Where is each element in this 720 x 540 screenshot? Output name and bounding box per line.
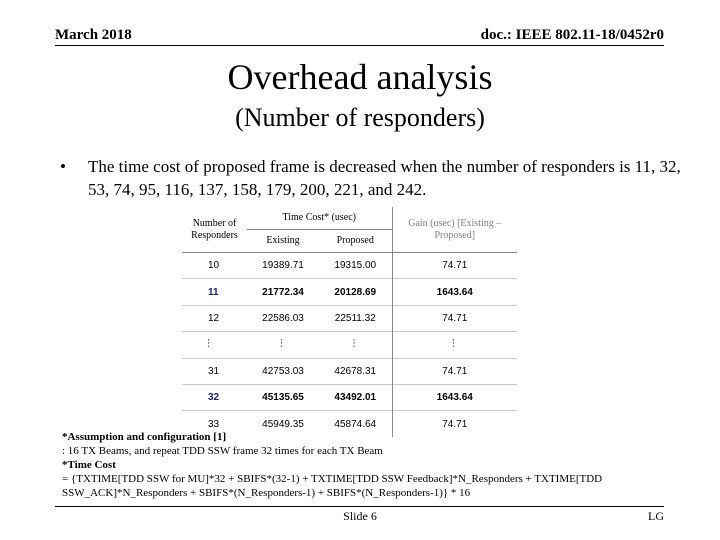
assumption-text: : 16 TX Beams, and repeat TDD SSW frame 32 times for each TX Beam [62,445,383,457]
cell-proposed: 45874.64 [319,411,392,437]
cell-proposed: 42678.31 [319,358,392,384]
table-row [182,305,517,331]
cell-gain: 1643.64 [392,384,517,410]
cell-responders: 32 [182,384,247,410]
assumption-title: *Assumption and configuration [1] [62,431,227,443]
cell-existing: 19389.71 [247,253,319,279]
table-row [182,384,517,410]
cell-responders: 33 [182,411,247,437]
overhead-table [182,207,517,437]
col-header-proposed: Proposed [336,235,374,246]
cell-existing: 45949.35 [247,411,319,437]
ellipsis-existing: … [278,338,289,349]
table-row [182,253,517,279]
slide-number: Slide 6 [343,509,377,523]
footer-rule [55,506,664,507]
cell-existing: 45135.65 [247,384,319,410]
bullet-icon: • [60,157,66,176]
ellipsis-proposed: … [350,338,362,349]
slide-title: Overhead analysis [227,57,493,97]
cell-gain: 1643.64 [392,279,517,305]
cell-existing: 42753.03 [247,358,319,384]
cell-responders: 11 [182,279,247,305]
table-row [182,279,517,305]
col-header-gain: Gain (usec) [Existing – Proposed] [392,207,517,253]
slide-subtitle: (Number of responders) [235,103,485,132]
footer-author: LG [648,509,664,523]
cell-responders: 10 [182,253,247,279]
cell-proposed: 19315.00 [319,253,392,279]
cell-proposed: 20128.69 [319,279,392,305]
ellipsis-gain: … [449,338,461,349]
cell-gain: 74.71 [392,358,517,384]
table-row-ellipsis [182,332,517,358]
col-header-responders: Number of Responders [191,217,238,241]
header-date: March 2018 [55,27,132,43]
cell-gain: 74.71 [392,305,517,331]
col-header-timecost: Time Cost* (usec) [247,207,392,230]
cell-gain: 74.71 [392,253,517,279]
header-doc-id: doc.: IEEE 802.11-18/0452r0 [480,27,664,43]
bullet-text: The time cost of proposed frame is decreased when the number of responders is 11, 32, 53, 74, 95, 116, 137, 158, 179, 200, 221, and 242. [88,157,681,199]
cell-gain: 74.71 [392,411,517,437]
cell-proposed: 22511.32 [319,305,392,331]
header-rule [55,45,664,46]
cell-existing: 21772.34 [247,279,319,305]
timecost-formula: = {TXTIME[TDD SSW for MU]*32 + SBIFS*(32-1) + TXTIME[TDD SSW Feedback]*N_Responders + TXTIME[TDD SSW_ACK]*N_Responders + SBIFS*(N_Responders-1) + SBIFS*(N_Responders-1)} * 16 [62,473,603,499]
col-header-existing: Existing [266,235,300,246]
cell-responders: 31 [182,358,247,384]
cell-existing: 22586.03 [247,305,319,331]
cell-proposed: 43492.01 [319,384,392,410]
table-row [182,358,517,384]
ellipsis-responders: … [205,338,216,349]
cell-responders: 12 [182,305,247,331]
timecost-title: *Time Cost [62,459,116,471]
